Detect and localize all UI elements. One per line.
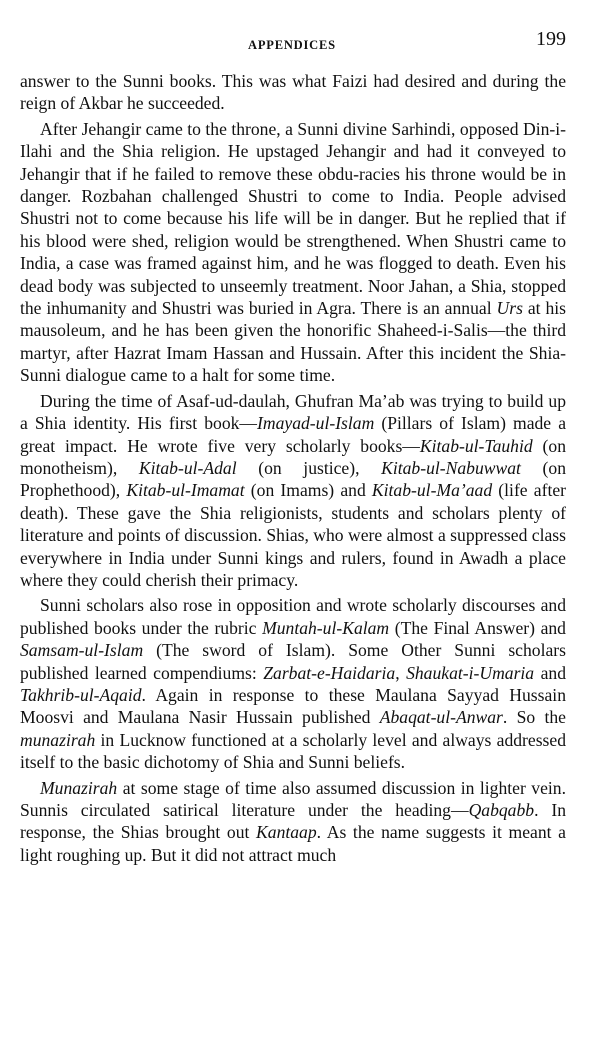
- running-header: [20, 24, 566, 70]
- text-run: After Jehangir came to the throne, a Sunni divine Sarhindi, opposed Din-i-Ilahi and the Shia religion. He upstaged Jehangir and had it conveyed to Jehangir that if he failed to remove these obdu-racies his throne would be in danger. Rozbahan challenged Shustri to come to India. People advised Shustri not to come because his life will be in danger. But he replied that if his blood were shed, religion would be strengthened. When Shustri came to India, a case was framed against him, and he was flogged to death. Even his dead body was subjected to unseemly treatment. Noor Jahan, a Shia, stopped the inhumanity and Shustri was buried in Agra. There is an annual: [20, 118, 566, 319]
- italic-title: munazirah: [20, 729, 96, 750]
- text-run: ,: [395, 662, 407, 683]
- italic-title: Samsam-ul-Islam: [20, 640, 144, 661]
- italic-title: Muntah-ul-Kalam: [262, 617, 390, 638]
- text-run: (on monotheism),: [20, 435, 567, 478]
- italic-title: Kitab-ul-Nabuwwat: [381, 457, 521, 478]
- text-run: . In response, the Shias brought out: [20, 800, 566, 843]
- text-run: in Lucknow functioned at a scholarly level and always addressed itself to the basic dichotomy of Shia and Sunni beliefs.: [20, 729, 566, 773]
- paragraph: [20, 390, 566, 592]
- text-run: During the time of Asaf-ud-daulah, Ghufran Ma’ab was trying to build up a Shia identity. His first book—: [20, 390, 566, 434]
- italic-title: Qabqabb: [468, 800, 535, 820]
- text-run: (The sword of Islam). Some Other Sunni scholars published learned compendiums:: [20, 640, 566, 683]
- text-run: at his mausoleum, and he has been given the honorific Shaheed-i-Salis—the third martyr, after Hazrat Imam Hassan and Hussain. After this incident the Shia-Sunni dialogue came to a halt for some time.: [20, 298, 566, 386]
- text-run: and: [534, 662, 566, 683]
- italic-title: Abaqat-ul-Anwar: [379, 707, 503, 728]
- text-run: . Again in response to these Maulana Sayyad Hussain Moosvi and Maulana Nasir Hussain published: [20, 684, 566, 728]
- text-run: (on Imams) and: [244, 480, 372, 501]
- paragraph: [20, 594, 566, 773]
- italic-title: Kitab-ul-Tauhid: [419, 435, 533, 456]
- italic-title: Munazirah: [40, 777, 118, 798]
- italic-title: Shaukat-i-Umaria: [406, 662, 535, 683]
- italic-title: Imayad-ul-Islam: [257, 413, 375, 434]
- italic-title: Kitab-ul-Adal: [138, 457, 237, 478]
- italic-title: Takhrib-ul-Aqaid: [20, 684, 142, 705]
- body-text: [20, 70, 566, 866]
- text-run: (on Prophethood),: [20, 457, 566, 501]
- page-number: 199: [536, 28, 566, 50]
- italic-title: Kantaap: [256, 822, 317, 843]
- italic-title: Urs: [496, 298, 523, 319]
- paragraph: [20, 70, 566, 115]
- text-run: Sunni scholars also rose in opposition and wrote scholarly discourses and published books under the rubric: [20, 595, 566, 638]
- running-title: APPENDICES: [248, 38, 336, 52]
- text-run: . As the name suggests it meant a light roughing up. But it did not attract much: [20, 822, 566, 865]
- text-run: (The Final Answer) and: [389, 617, 566, 638]
- paragraph: [20, 118, 566, 387]
- italic-title: Zarbat-e-Haidaria: [263, 662, 396, 683]
- text-run: (Pillars of Islam) made a great impact. He wrote five very scholarly books—: [20, 413, 566, 456]
- text-run: (on justice),: [236, 457, 382, 478]
- text-run: at some stage of time also assumed discussion in lighter vein. Sunnis circulated satirical literature under the heading—: [20, 777, 566, 820]
- text-run: answer to the Sunni books. This was what Faizi had desired and during the reign of Akbar he succeeded.: [20, 71, 566, 114]
- text-run: . So the: [502, 707, 566, 728]
- italic-title: Kitab-ul-Ma’aad: [371, 480, 493, 501]
- paragraph: [20, 777, 566, 867]
- italic-title: Kitab-ul-Imamat: [126, 480, 245, 501]
- text-run: (life after death). These gave the Shia religionists, students and scholars plenty of literature and points of discussion. Shias, who were almost a suppressed class everywhere in India under Sunni kings and rulers, found in Awadh a place where they could cherish their primacy.: [20, 480, 567, 590]
